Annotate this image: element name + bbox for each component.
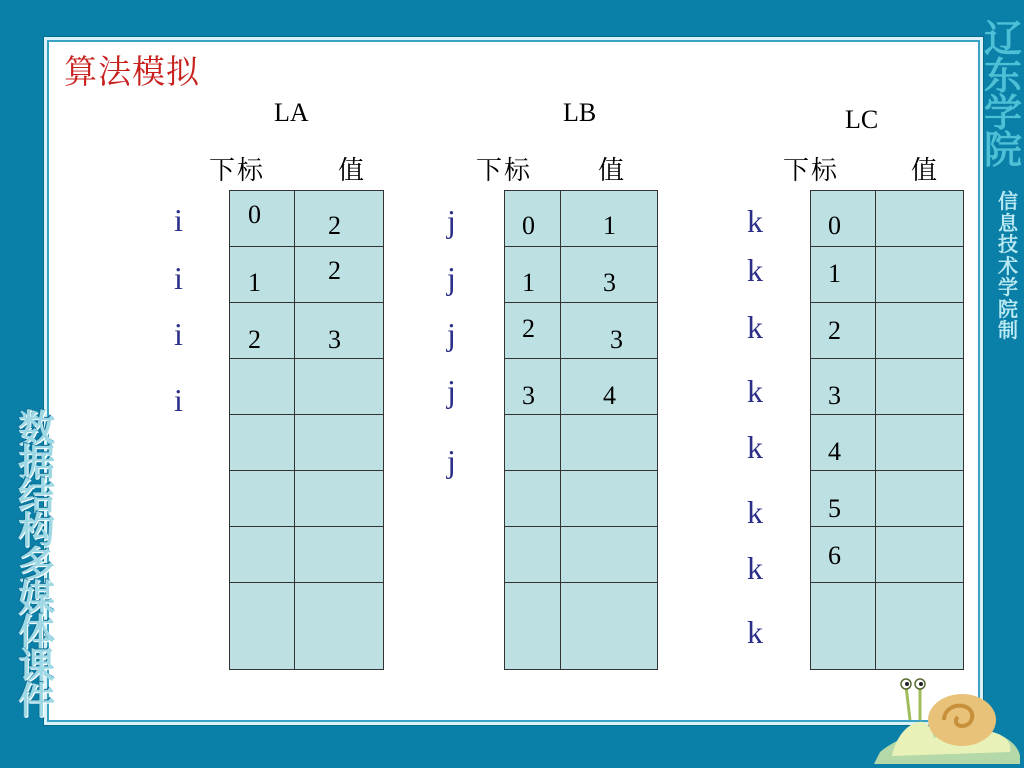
pointer-k: k — [747, 203, 763, 239]
la-cell — [230, 247, 295, 303]
la-value-2: 3 — [328, 325, 341, 354]
pointer-k: k — [747, 309, 763, 345]
la-cell — [230, 359, 295, 415]
course-char: 多 — [18, 545, 55, 586]
lb-cell — [505, 471, 561, 527]
lb-index-3: 3 — [522, 381, 535, 410]
index-header-lc: 下标 — [783, 156, 840, 185]
pointer-j: j — [447, 260, 456, 296]
lc-cell — [811, 247, 876, 303]
lc-index-1: 1 — [828, 259, 841, 288]
dept-char: 技 — [998, 234, 1018, 256]
snail-decoration-icon — [874, 672, 1022, 764]
dept-char: 信 — [998, 191, 1018, 213]
la-cell — [295, 359, 384, 415]
lc-index-2: 2 — [828, 316, 841, 345]
la-cell — [230, 303, 295, 359]
la-cell — [230, 583, 295, 670]
lb-index-1: 1 — [522, 268, 535, 297]
school-char: 辽 — [983, 19, 1022, 61]
lc-cell — [811, 303, 876, 359]
course-char: 媒 — [18, 579, 55, 620]
lc-index-5: 5 — [828, 494, 841, 523]
lb-index-0: 0 — [522, 211, 535, 240]
table-label-la: LA — [274, 98, 309, 127]
dept-char: 术 — [998, 255, 1018, 278]
la-cell — [230, 527, 295, 583]
value-header-la: 值 — [338, 156, 367, 185]
course-char: 课 — [18, 647, 55, 688]
pointer-k: k — [747, 252, 763, 288]
course-char: 构 — [18, 511, 55, 552]
lc-cell — [876, 583, 964, 670]
lc-cell — [811, 471, 876, 527]
la-index-1: 1 — [248, 268, 261, 297]
dept-char: 院 — [998, 298, 1018, 321]
lc-cell — [876, 359, 964, 415]
index-header-la: 下标 — [209, 156, 266, 185]
lc-index-3: 3 — [828, 381, 841, 410]
dept-char: 息 — [998, 212, 1018, 235]
course-char: 体 — [18, 613, 55, 654]
dept-char: 制 — [998, 320, 1018, 342]
lb-value-2: 3 — [610, 325, 623, 354]
lb-cell — [561, 583, 658, 670]
lc-cell — [876, 527, 964, 583]
pointer-k: k — [747, 550, 763, 586]
dept-char: 学 — [998, 277, 1018, 299]
course-char: 件 — [18, 681, 55, 722]
lc-cell — [811, 527, 876, 583]
lb-cell — [505, 415, 561, 471]
la-cell — [230, 415, 295, 471]
la-cell — [295, 471, 384, 527]
lc-index-4: 4 — [828, 437, 841, 466]
pointer-j: j — [447, 316, 456, 352]
value-header-lc: 值 — [911, 156, 940, 185]
lc-cell — [876, 415, 964, 471]
lc-cell — [811, 191, 876, 247]
la-cell — [230, 471, 295, 527]
pointer-i: i — [174, 260, 183, 296]
lc-cell — [811, 583, 876, 670]
lc-index-0: 0 — [828, 211, 841, 240]
school-char: 东 — [983, 56, 1022, 98]
lb-cell — [505, 527, 561, 583]
lb-value-0: 1 — [603, 211, 616, 240]
course-char: 数 — [18, 409, 55, 450]
lc-cell — [811, 415, 876, 471]
lb-value-3: 4 — [603, 381, 616, 410]
table-label-lc: LC — [845, 105, 879, 134]
la-index-2: 2 — [248, 325, 261, 354]
la-value-1: 2 — [328, 256, 341, 285]
pointer-i: i — [174, 316, 183, 352]
la-cell — [295, 415, 384, 471]
lb-cell — [505, 583, 561, 670]
lb-cell — [561, 527, 658, 583]
department-name-vertical — [998, 192, 1018, 343]
lb-value-1: 3 — [603, 268, 616, 297]
lc-index-6: 6 — [828, 541, 841, 570]
lc-cell — [876, 471, 964, 527]
la-value-0: 2 — [328, 211, 341, 240]
pointer-i: i — [174, 202, 183, 238]
lc-cell — [876, 303, 964, 359]
lb-cell — [561, 471, 658, 527]
lb-index-2: 2 — [522, 314, 535, 343]
lb-cell — [561, 415, 658, 471]
la-cell — [230, 191, 295, 247]
index-header-lb: 下标 — [476, 156, 533, 185]
pointer-i: i — [174, 382, 183, 418]
array-la — [229, 190, 384, 670]
course-char: 据 — [18, 443, 55, 484]
table-label-lb: LB — [563, 98, 597, 127]
pointer-k: k — [747, 429, 763, 465]
slide-title: 算法模拟 — [64, 55, 200, 91]
course-name-vertical — [18, 409, 55, 722]
lc-cell — [876, 191, 964, 247]
pointer-j: j — [447, 373, 456, 409]
la-cell — [295, 527, 384, 583]
pointer-k: k — [747, 494, 763, 530]
lc-cell — [876, 247, 964, 303]
value-header-lb: 值 — [598, 156, 627, 185]
la-index-0: 0 — [248, 200, 261, 229]
course-char: 结 — [18, 477, 55, 518]
array-lb — [504, 190, 658, 670]
school-char: 学 — [983, 93, 1022, 135]
lc-cell — [811, 359, 876, 415]
school-char: 院 — [983, 130, 1022, 172]
pointer-k: k — [747, 373, 763, 409]
pointer-j: j — [447, 443, 456, 479]
pointer-k: k — [747, 614, 763, 650]
la-cell — [295, 583, 384, 670]
school-name-vertical — [983, 19, 1022, 172]
pointer-j: j — [447, 203, 456, 239]
